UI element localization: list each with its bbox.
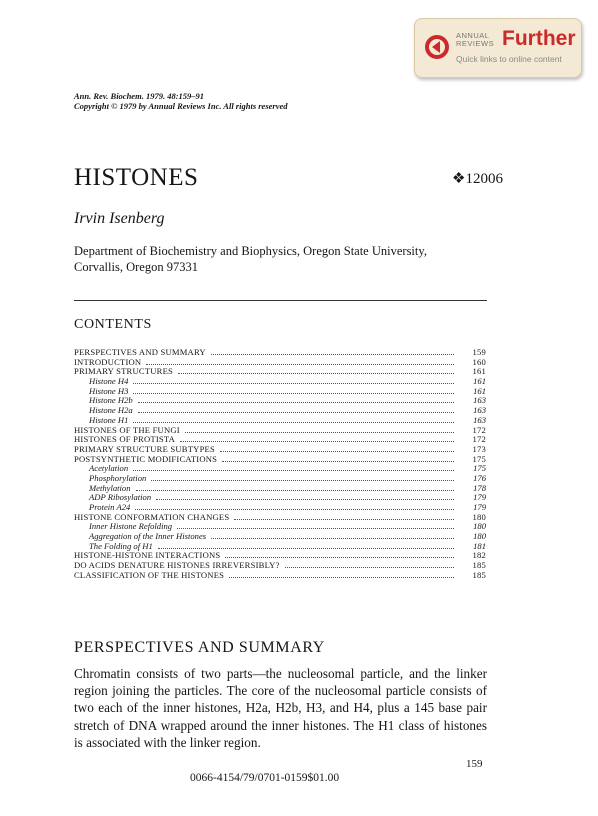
contents-heading: CONTENTS (74, 317, 152, 332)
toc-entry (74, 377, 486, 387)
toc-entry-label: Aggregation of the Inner Histones (89, 531, 207, 542)
toc-entry-label: INTRODUCTION (74, 356, 142, 367)
toc-entry-label: POSTSYNTHETIC MODIFICATIONS (74, 453, 218, 464)
toc-entry-page: 161 (472, 366, 486, 377)
toc-entry-label: Protein A24 (89, 502, 131, 512)
toc-entry-label: HISTONE CONFORMATION CHANGES (74, 511, 230, 522)
toc-entry-page: 163 (473, 414, 486, 425)
toc-entry-label: Histone H2a (89, 405, 133, 416)
toc-leader-dots (151, 480, 454, 481)
affiliation-line-1: Department of Biochemistry and Biophysics, Oregon State University, (74, 244, 427, 258)
affiliation-line-2: Corvallis, Oregon 97331 (74, 260, 198, 274)
citation-line: Ann. Rev. Biochem. 1979. 48:159–91 (74, 91, 205, 101)
toc-entry-label: PRIMARY STRUCTURE SUBTYPES (74, 443, 215, 454)
toc-entry-label: Histone H1 (89, 414, 129, 425)
toc-entry-page: 159 (472, 347, 486, 357)
toc-entry-page: 178 (473, 482, 486, 493)
toc-entry-label: CLASSIFICATION OF THE HISTONES (74, 569, 225, 580)
toc-leader-dots (133, 383, 454, 384)
section-divider (74, 300, 487, 301)
toc-leader-dots (138, 402, 454, 403)
toc-entry-label: Phosphorylation (89, 472, 147, 483)
section-heading: PERSPECTIVES AND SUMMARY (74, 639, 325, 656)
toc-entry-page: 172 (472, 434, 486, 445)
badge-brand-line1: ANNUAL (456, 31, 490, 40)
toc-entry-page: 160 (472, 356, 486, 367)
toc-leader-dots (185, 432, 454, 433)
toc-entry-page: 180 (472, 511, 486, 522)
toc-entry-page: 181 (473, 540, 486, 551)
copyright-line: Copyright © 1979 by Annual Reviews Inc. All rights reserved (74, 101, 288, 111)
toc-entry-label: PRIMARY STRUCTURES (74, 366, 174, 377)
toc-entry (74, 367, 486, 377)
table-of-contents (74, 348, 486, 581)
article-title: HISTONES (74, 164, 199, 191)
article-code: ❖12006 (452, 171, 503, 187)
toc-entry-label: Histone H3 (89, 385, 129, 396)
toc-entry (74, 396, 486, 406)
toc-leader-dots (133, 393, 454, 394)
toc-entry-label: DO ACIDS DENATURE HISTONES IRREVERSIBLY? (74, 560, 280, 571)
toc-entry-page: 175 (473, 463, 486, 474)
page-number: 159 (466, 758, 483, 770)
badge-further-word: Further (502, 27, 576, 50)
toc-entry-page: 180 (473, 531, 486, 542)
toc-leader-dots (146, 364, 454, 365)
toc-entry-page: 163 (473, 405, 486, 416)
toc-entry-page: 179 (473, 492, 486, 503)
toc-entry-page: 185 (472, 560, 486, 571)
toc-leader-dots (133, 422, 454, 423)
toc-entry-page: 161 (473, 376, 486, 387)
toc-entry-label: Inner Histone Refolding (89, 521, 173, 532)
toc-entry-page: 180 (473, 521, 486, 532)
toc-entry (74, 571, 486, 581)
annual-reviews-logo-icon (424, 34, 450, 60)
toc-leader-dots (158, 548, 454, 549)
toc-entry-page: 176 (473, 472, 486, 483)
toc-entry-page: 161 (473, 385, 486, 396)
toc-entry-label: Histone H4 (89, 376, 129, 387)
toc-entry (74, 455, 486, 465)
toc-leader-dots (133, 470, 454, 471)
toc-leader-dots (285, 567, 454, 568)
toc-leader-dots (180, 441, 454, 442)
toc-entry (74, 493, 486, 503)
toc-leader-dots (229, 577, 454, 578)
toc-entry-page: 173 (472, 443, 486, 454)
toc-leader-dots (156, 499, 454, 500)
toc-entry-page: 185 (472, 569, 486, 580)
toc-entry (74, 474, 486, 484)
toc-entry (74, 387, 486, 397)
toc-entry-page: 172 (472, 424, 486, 435)
toc-entry-page: 182 (472, 550, 486, 561)
article-author: Irvin Isenberg (74, 210, 165, 227)
toc-entry-page: 175 (472, 453, 486, 464)
toc-leader-dots (211, 354, 454, 355)
toc-entry-label: PERSPECTIVES AND SUMMARY (74, 347, 206, 357)
toc-entry-page: 163 (473, 395, 486, 406)
toc-entry-label: HISTONES OF PROTISTA (74, 434, 176, 445)
section-body-paragraph: Chromatin consists of two parts—the nucleosomal particle, and the linker region joining the particles. The core of the nucleosomal particle consists of two each of the inner histones, H2a, H2b, H3, and H4, plus a 145 base pair stretch of DNA wrapped around the inner histones. The H1 class of histones is associated with the linker region. (74, 666, 487, 750)
toc-leader-dots (136, 490, 454, 491)
toc-entry-label: Acetylation (89, 463, 129, 474)
toc-entry-label: HISTONES OF THE FUNGI (74, 424, 180, 435)
further-links-badge[interactable] (414, 18, 582, 78)
toc-leader-dots (178, 373, 454, 374)
toc-leader-dots (211, 538, 454, 539)
badge-brand-line2: REVIEWS (456, 39, 495, 48)
toc-leader-dots (220, 451, 454, 452)
toc-leader-dots (222, 461, 454, 462)
toc-entry (74, 406, 486, 416)
badge-tagline: Quick links to online content (456, 54, 562, 64)
toc-entry-label: The Folding of H1 (89, 540, 153, 551)
toc-leader-dots (177, 528, 454, 529)
toc-entry-label: Histone H2b (89, 395, 133, 406)
toc-leader-dots (135, 509, 454, 510)
toc-entry-label: ADP Ribosylation (89, 492, 152, 503)
toc-entry-page: 179 (473, 502, 486, 512)
toc-entry-label: Methylation (89, 482, 131, 493)
toc-leader-dots (234, 519, 454, 520)
toc-entry-label: HISTONE-HISTONE INTERACTIONS (74, 550, 221, 561)
toc-leader-dots (138, 412, 454, 413)
article-code-footer: 0066-4154/79/0701-0159$01.00 (190, 772, 340, 784)
toc-leader-dots (225, 557, 454, 558)
